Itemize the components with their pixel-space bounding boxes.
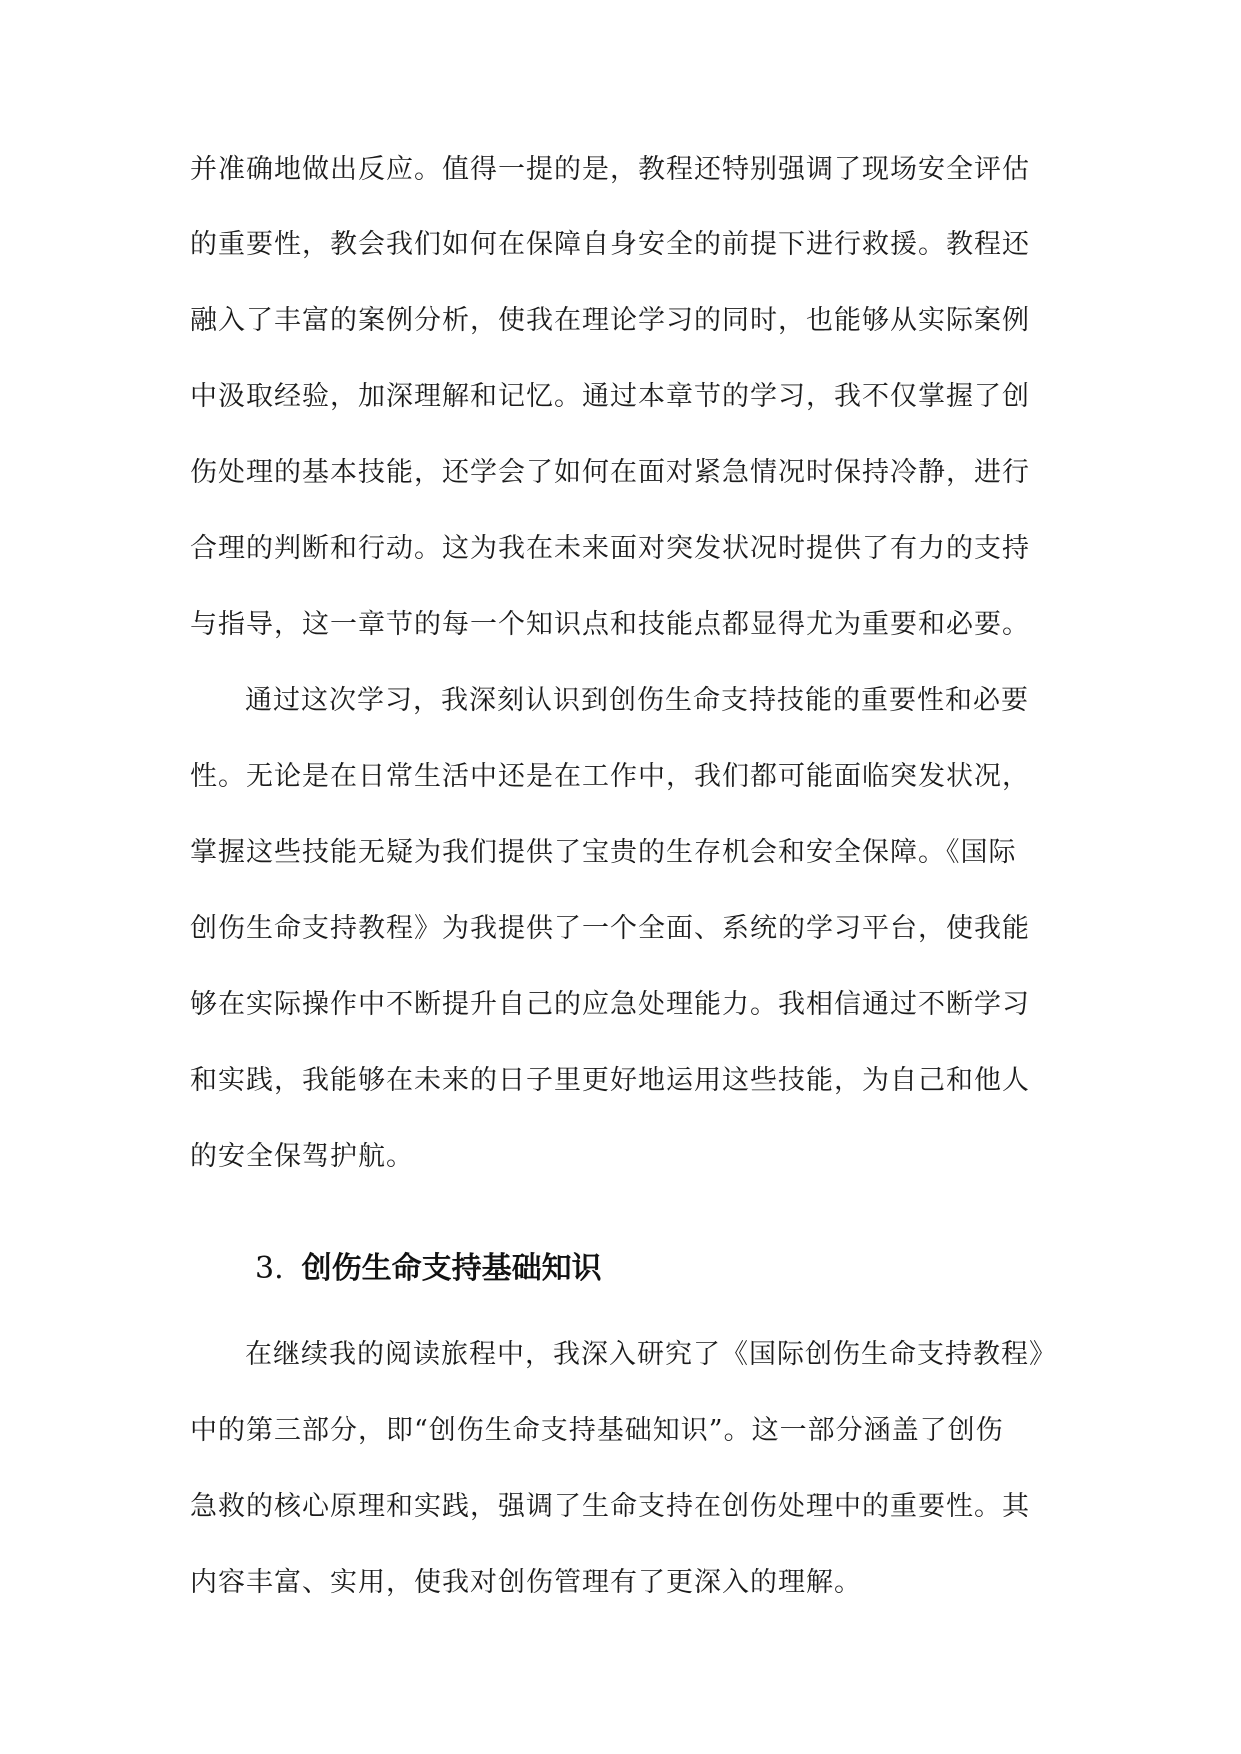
section-number: 3.: [255, 1251, 284, 1286]
section-title: 创伤生命支持基础知识: [301, 1251, 602, 1286]
text-line: 合理的判断和行动。这为我在未来面对突发状况时提供了有力的支持: [190, 533, 1030, 564]
text-line: 内容丰富、实用，使我对创伤管理有了更深入的理解。: [190, 1567, 862, 1598]
text-line: 融入了丰富的案例分析，使我在理论学习的同时，也能够从实际案例: [190, 305, 1030, 336]
text-line: 中汲取经验，加深理解和记忆。通过本章节的学习，我不仅掌握了创: [190, 381, 1030, 412]
text-line: 的安全保驾护航。: [190, 1141, 414, 1172]
text-line: 中的第三部分，即“创伤生命支持基础知识”。这一部分涵盖了创伤: [190, 1415, 1004, 1446]
text-line: 在继续我的阅读旅程中，我深入研究了《国际创伤生命支持教程》: [245, 1339, 1057, 1370]
text-line: 性。无论是在日常生活中还是在工作中，我们都可能面临突发状况，: [190, 761, 1030, 792]
text-line: 的重要性，教会我们如何在保障自身安全的前提下进行救援。教程还: [190, 229, 1030, 260]
text-line: 通过这次学习，我深刻认识到创伤生命支持技能的重要性和必要: [245, 685, 1029, 716]
text-line: 创伤生命支持教程》为我提供了一个全面、系统的学习平台，使我能: [190, 913, 1030, 944]
text-line: 掌握这些技能无疑为我们提供了宝贵的生存机会和安全保障。《国际: [190, 837, 1017, 868]
text-line: 和实践，我能够在未来的日子里更好地运用这些技能，为自己和他人: [190, 1065, 1030, 1096]
text-line: 与指导，这一章节的每一个知识点和技能点都显得尤为重要和必要。: [190, 609, 1030, 640]
section-heading: [255, 1247, 602, 1291]
text-line: 伤处理的基本技能，还学会了如何在面对紧急情况时保持冷静，进行: [190, 457, 1030, 488]
text-line: 够在实际操作中不断提升自己的应急处理能力。我相信通过不断学习: [190, 989, 1030, 1020]
text-line: 并准确地做出反应。值得一提的是，教程还特别强调了现场安全评估: [190, 154, 1030, 185]
text-line: 急救的核心原理和实践，强调了生命支持在创伤处理中的重要性。其: [190, 1491, 1030, 1522]
